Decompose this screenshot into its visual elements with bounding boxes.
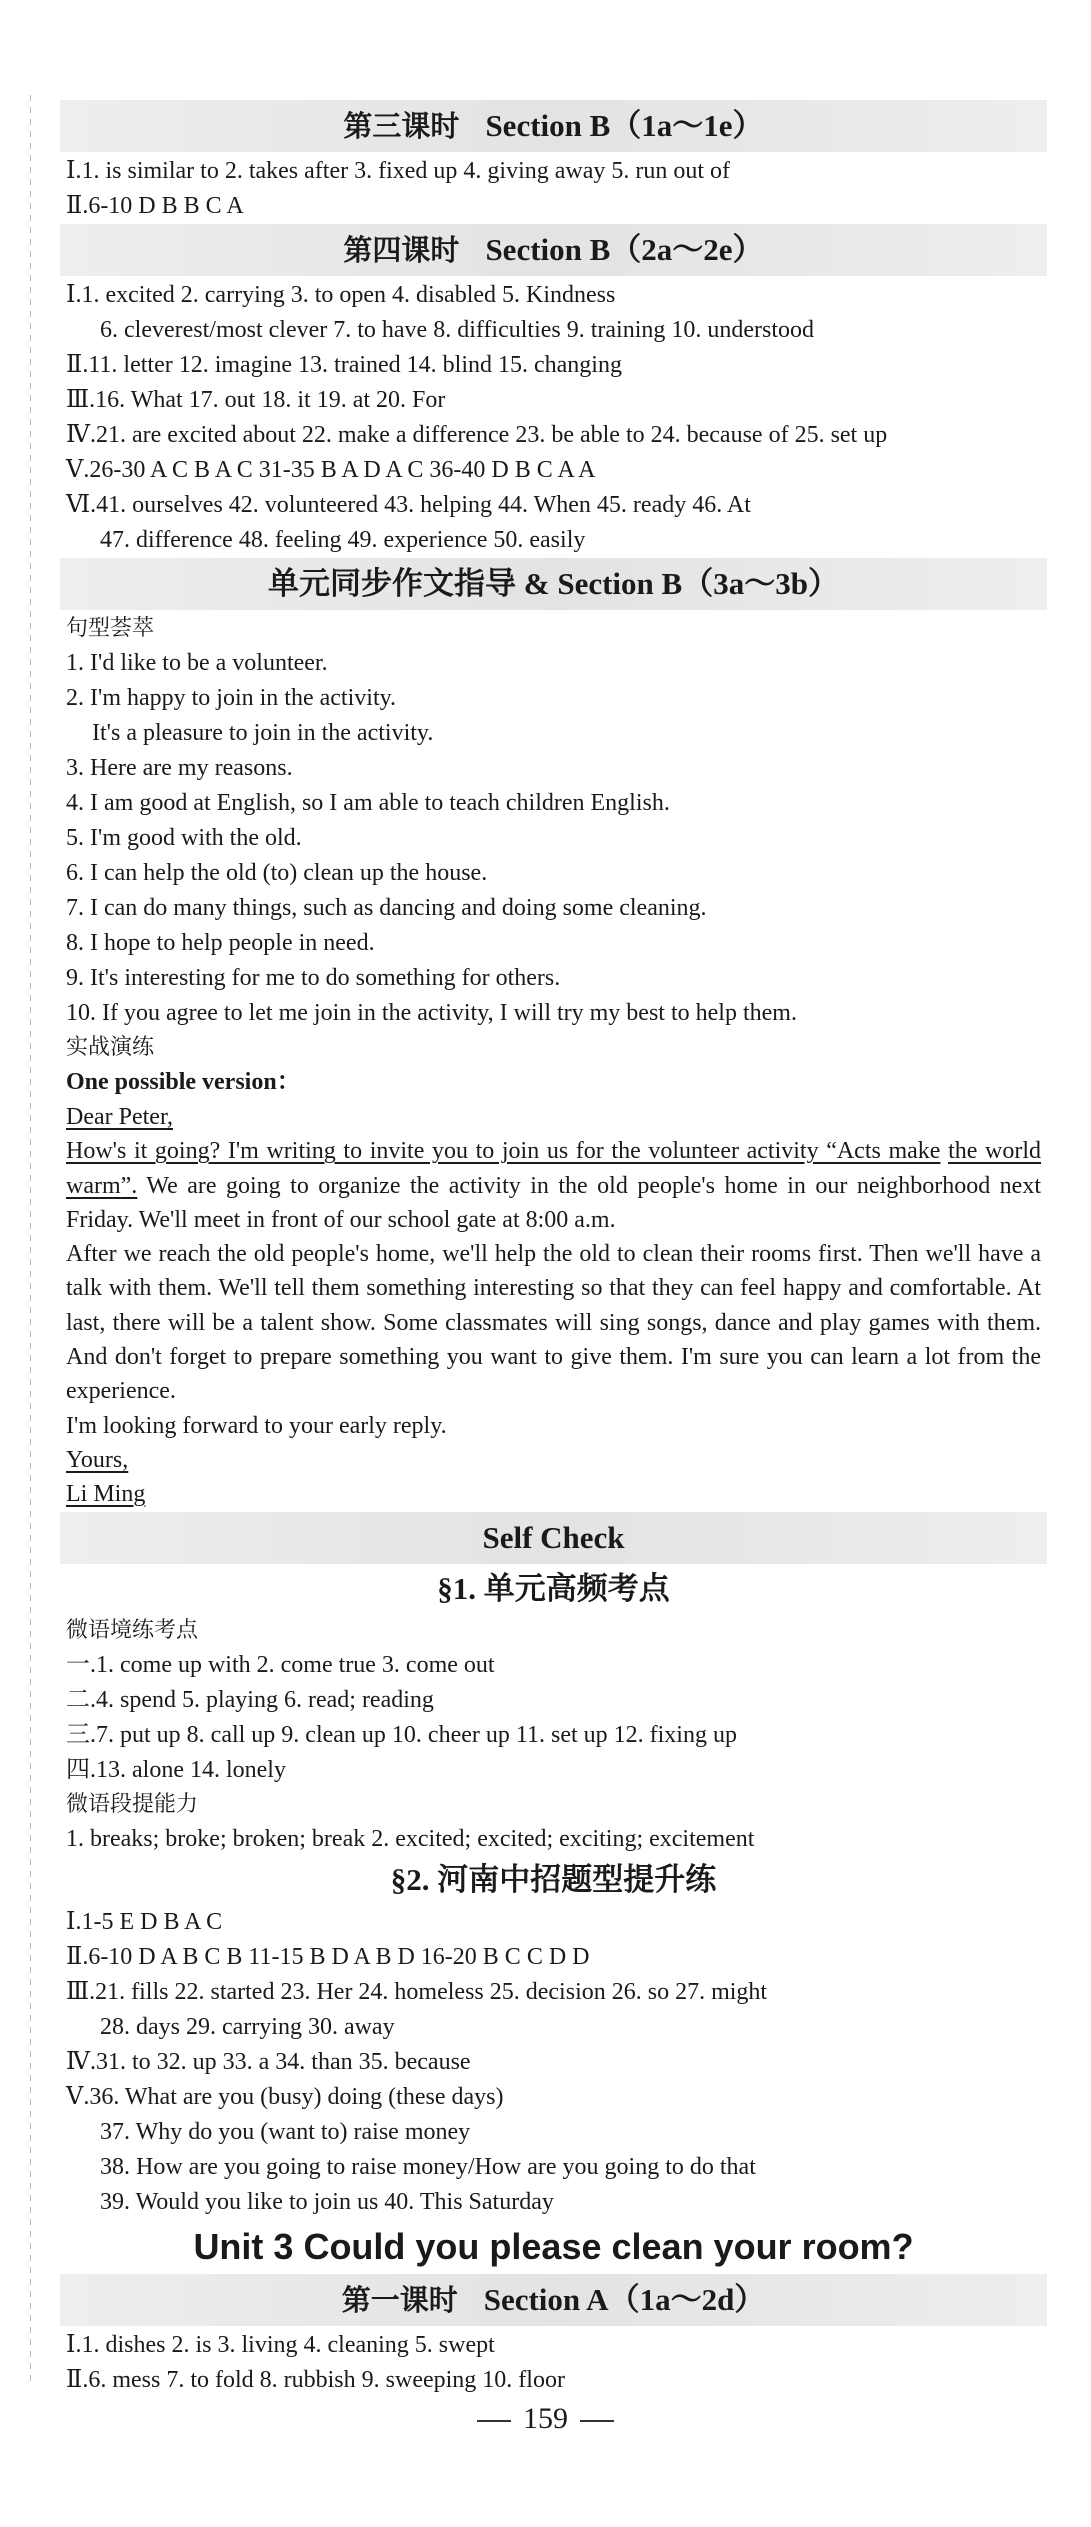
lesson-3-heading: 第三课时 Section B（1a～1e） [60, 100, 1047, 152]
sentence-line: 5. I'm good with the old. [66, 825, 302, 851]
answer-line: 6. cleverest/most clever 7. to have 8. difficulties 9. training 10. understood [100, 317, 815, 343]
sentence-line: 3. Here are my reasons. [66, 755, 293, 781]
exam-practice-heading: §2. 河南中招题型提升练 [390, 1861, 717, 1897]
sentence-line: 9. It's interesting for me to do something for others. [66, 965, 561, 991]
answer-line: Ⅱ.6. mess 7. to fold 8. rubbish 9. sweeping 10. floor [66, 2366, 565, 2393]
writing-guide-heading: 单元同步作文指导 & Section B（3a～3b） [60, 558, 1047, 610]
answer-line: Ⅰ.1. is similar to 2. takes after 3. fixed up 4. giving away 5. run out of [66, 158, 731, 184]
answer-line: Ⅱ.6-10 D A B C B 11-15 B D A B D 16-20 B C C D D [66, 1943, 590, 1970]
self-check-heading: Self Check [60, 1512, 1047, 1564]
answer-line: Ⅲ.16. What 17. out 18. it 19. at 20. For [66, 387, 446, 413]
margin-rule [30, 95, 31, 2385]
answer-line: Ⅴ.36. What are you (busy) doing (these days) [66, 2083, 504, 2110]
sentence-line: 7. I can do many things, such as dancing and doing some cleaning. [66, 895, 707, 921]
sentence-line: 8. I hope to help people in need. [66, 930, 375, 956]
answer-line: Ⅳ.21. are excited about 22. make a difference 23. be able to 24. because of 25. set up [66, 422, 888, 448]
page-content [66, 100, 1041, 2398]
answer-line: 38. How are you going to raise money/How are you going to do that [100, 2153, 756, 2180]
sentence-patterns-label: 句型荟萃 [66, 616, 155, 641]
answer-line: Ⅲ.21. fills 22. started 23. Her 24. homeless 25. decision 26. so 27. might [66, 1978, 768, 2005]
answer-line: 三.7. put up 8. call up 9. clean up 10. cheer up 11. set up 12. fixing up [66, 1721, 737, 1748]
letter-opening-a: How's it going? I'm writing to invite you to join us for the volunteer activity “Acts make [66, 1138, 941, 1165]
answer-line: Ⅰ.1. dishes 2. is 3. living 4. cleaning 5. swept [66, 2331, 495, 2358]
micro-context-label: 微语境练考点 [66, 1617, 199, 1643]
answer-line: 37. Why do you (want to) raise money [100, 2118, 471, 2145]
answer-line: 39. Would you like to join us 40. This Saturday [100, 2188, 554, 2215]
answer-line: Ⅴ.26-30 A C B A C 31-35 B A D A C 36-40 D B C A A [66, 457, 596, 483]
sentence-line: 1. I'd like to be a volunteer. [66, 650, 328, 676]
letter-closing: Yours, [66, 1446, 129, 1473]
letter-greeting: Dear Peter, [66, 1104, 173, 1130]
answer-line: Ⅵ.41. ourselves 42. volunteered 43. helping 44. When 45. ready 46. At [66, 492, 751, 518]
answer-line: 四.13. alone 14. lonely [66, 1756, 286, 1783]
sentence-line: It's a pleasure to join in the activity. [92, 720, 434, 746]
letter-signature: Li Ming [66, 1481, 146, 1508]
answer-line: Ⅱ.6-10 D B B C A [66, 193, 244, 219]
answer-line: 1. breaks; broke; broken; break 2. excited; excited; exciting; excitement [66, 1825, 755, 1852]
lesson-4-heading: 第四课时 Section B（2a～2e） [60, 224, 1047, 276]
unit-3-lesson-1-heading: 第一课时 Section A（1a～2d） [60, 2274, 1047, 2326]
letter-para-3: I'm looking forward to your early reply. [66, 1412, 447, 1439]
micro-paragraph-label: 微语段提能力 [66, 1791, 199, 1817]
answer-line: 47. difference 48. feeling 49. experience 50. easily [100, 527, 586, 553]
answer-line: Ⅳ.31. to 32. up 33. a 34. than 35. because [66, 2048, 471, 2075]
letter-para-2: After we reach the old people's home, we'll help the old to clean their rooms first. Then we'll have a talk with them. We'll tell them something interesting so that they can feel happy and comfortable. At last, there will be a talent show. Some classmates will sing songs, dance and play games with them. And don't forget to prepare something you want to give them. I'm sure you can learn a lot from the experience. [66, 1241, 1041, 1405]
letter-opening-b: the world warm”. [66, 1138, 1042, 1199]
version-label: One possible version： [66, 1069, 301, 1095]
sample-letter [66, 1100, 1041, 1512]
practice-label: 实战演练 [66, 1035, 155, 1060]
page-number: 159 [0, 2402, 1091, 2436]
unit-3-title: Unit 3 Could you please clean your room? [193, 2225, 914, 2267]
answer-line: 一.1. come up with 2. come true 3. come out [66, 1651, 495, 1678]
dash-left [477, 2420, 511, 2422]
high-frequency-heading: §1. 单元高频考点 [437, 1570, 670, 1606]
letter-para-1: We are going to organize the activity in the old people's home in our neighborhood next Friday. We'll meet in front of our school gate at 8:00 a.m. [66, 1172, 1041, 1233]
sentence-line: 4. I am good at English, so I am able to teach children English. [66, 790, 670, 816]
sentence-line: 10. If you agree to let me join in the activity, I will try my best to help them. [66, 1000, 797, 1026]
sentence-line: 6. I can help the old (to) clean up the house. [66, 860, 488, 886]
answer-line: Ⅱ.11. letter 12. imagine 13. trained 14. blind 15. changing [66, 352, 622, 378]
answer-line: Ⅰ.1-5 E D B A C [66, 1908, 223, 1935]
answer-line: 28. days 29. carrying 30. away [100, 2013, 395, 2040]
sentence-line: 2. I'm happy to join in the activity. [66, 685, 397, 711]
dash-right [580, 2420, 614, 2422]
answer-line: 二.4. spend 5. playing 6. read; reading [66, 1686, 434, 1713]
answer-line: Ⅰ.1. excited 2. carrying 3. to open 4. disabled 5. Kindness [66, 282, 616, 308]
